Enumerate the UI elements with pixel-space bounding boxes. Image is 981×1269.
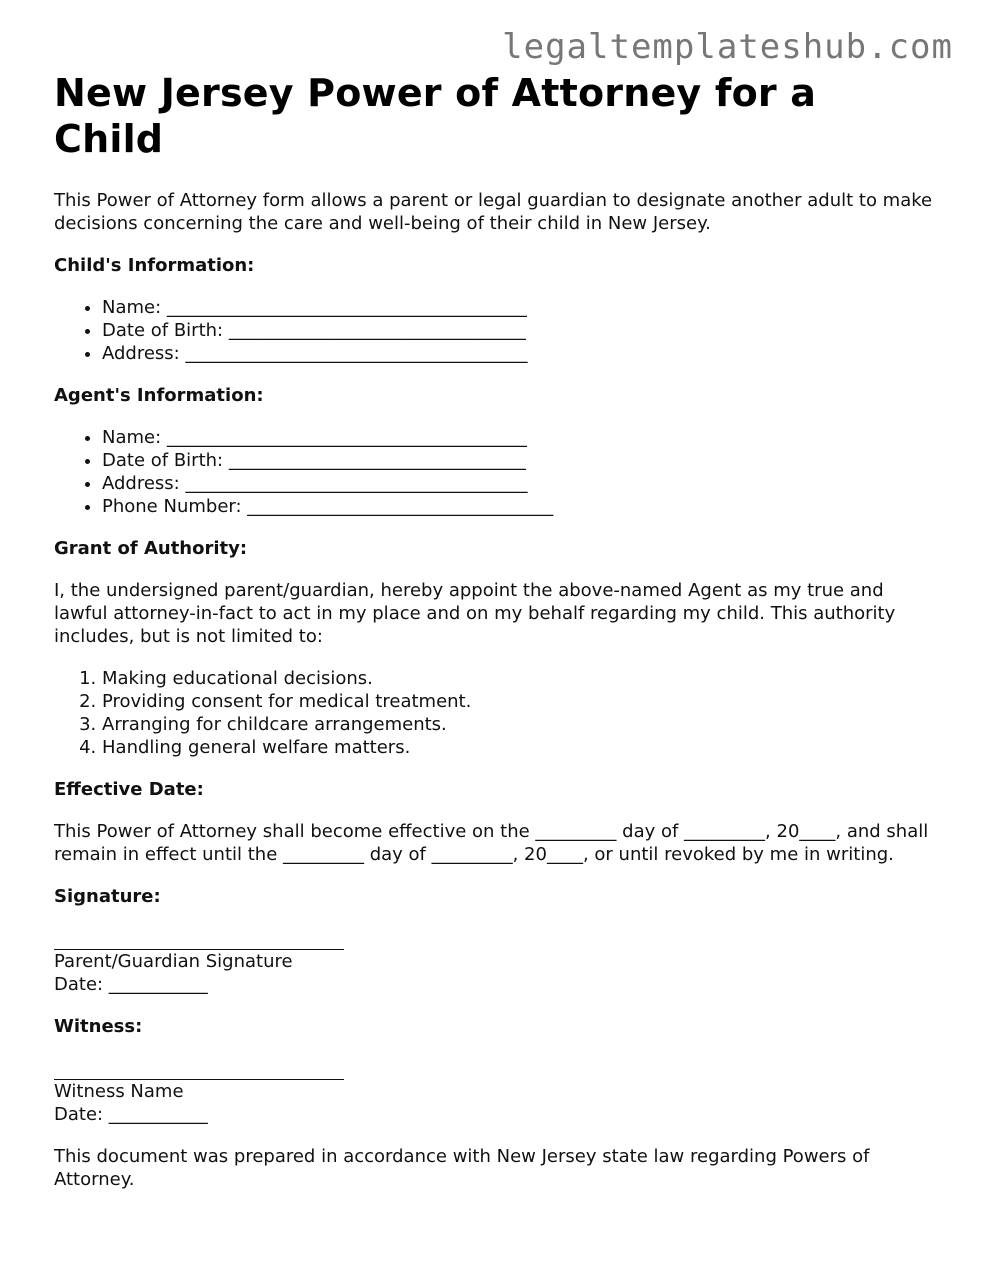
effective-date-heading: Effective Date: — [54, 779, 204, 800]
authority-item: 2. Providing consent for medical treatment. — [102, 690, 934, 713]
authority-list — [54, 667, 934, 759]
parent-signature-label: Parent/Guardian Signature — [54, 951, 293, 972]
witness-signature-line[interactable] — [54, 1057, 344, 1080]
watermark: legaltemplateshub.com — [502, 27, 953, 67]
intro-paragraph: This Power of Attorney form allows a parent or legal guardian to designate another adult to make decisions concerning the care and well-being of their child in New Jersey. — [54, 190, 933, 234]
witness-name-label: Witness Name — [54, 1081, 184, 1102]
agent-address-field[interactable]: • Address: ______________________________________ — [102, 472, 934, 495]
signature-block — [54, 927, 934, 996]
parent-signature-date[interactable]: Date: ___________ — [54, 974, 208, 995]
agent-phone-field[interactable]: • Phone Number: __________________________________ — [102, 495, 934, 518]
authority-item: 3. Arranging for childcare arrangements. — [102, 713, 934, 736]
page-title: New Jersey Power of Attorney for a Child — [54, 71, 817, 161]
closing-paragraph: This document was prepared in accordance with New Jersey state law regarding Powers of Attorney. — [54, 1146, 870, 1190]
document-page — [54, 70, 934, 1191]
child-address-field[interactable]: • Address: ______________________________________ — [102, 342, 934, 365]
agent-info-list — [54, 426, 934, 518]
authority-item: 1. Making educational decisions. — [102, 667, 934, 690]
witness-date[interactable]: Date: ___________ — [54, 1104, 208, 1125]
child-info-list — [54, 296, 934, 365]
witness-block — [54, 1057, 934, 1126]
signature-heading: Signature: — [54, 886, 161, 907]
witness-heading: Witness: — [54, 1016, 143, 1037]
parent-signature-line[interactable] — [54, 927, 344, 950]
agent-info-heading: Agent's Information: — [54, 385, 264, 406]
effective-date-paragraph[interactable]: This Power of Attorney shall become effective on the _________ day of _________, 20____, and shall remain in effect until the _________ day of _________, 20____, or until revoked by me in writing. — [54, 821, 929, 865]
child-name-field[interactable]: • Name: ________________________________________ — [102, 296, 934, 319]
grant-heading: Grant of Authority: — [54, 538, 248, 559]
child-info-heading: Child's Information: — [54, 255, 255, 276]
grant-paragraph: I, the undersigned parent/guardian, hereby appoint the above-named Agent as my true and lawful attorney-in-fact to act in my place and on my behalf regarding my child. This authority includes, but is not limited to: — [54, 580, 896, 647]
agent-name-field[interactable]: • Name: ________________________________________ — [102, 426, 934, 449]
agent-dob-field[interactable]: • Date of Birth: _________________________________ — [102, 449, 934, 472]
authority-item: 4. Handling general welfare matters. — [102, 736, 934, 759]
child-dob-field[interactable]: • Date of Birth: _________________________________ — [102, 319, 934, 342]
